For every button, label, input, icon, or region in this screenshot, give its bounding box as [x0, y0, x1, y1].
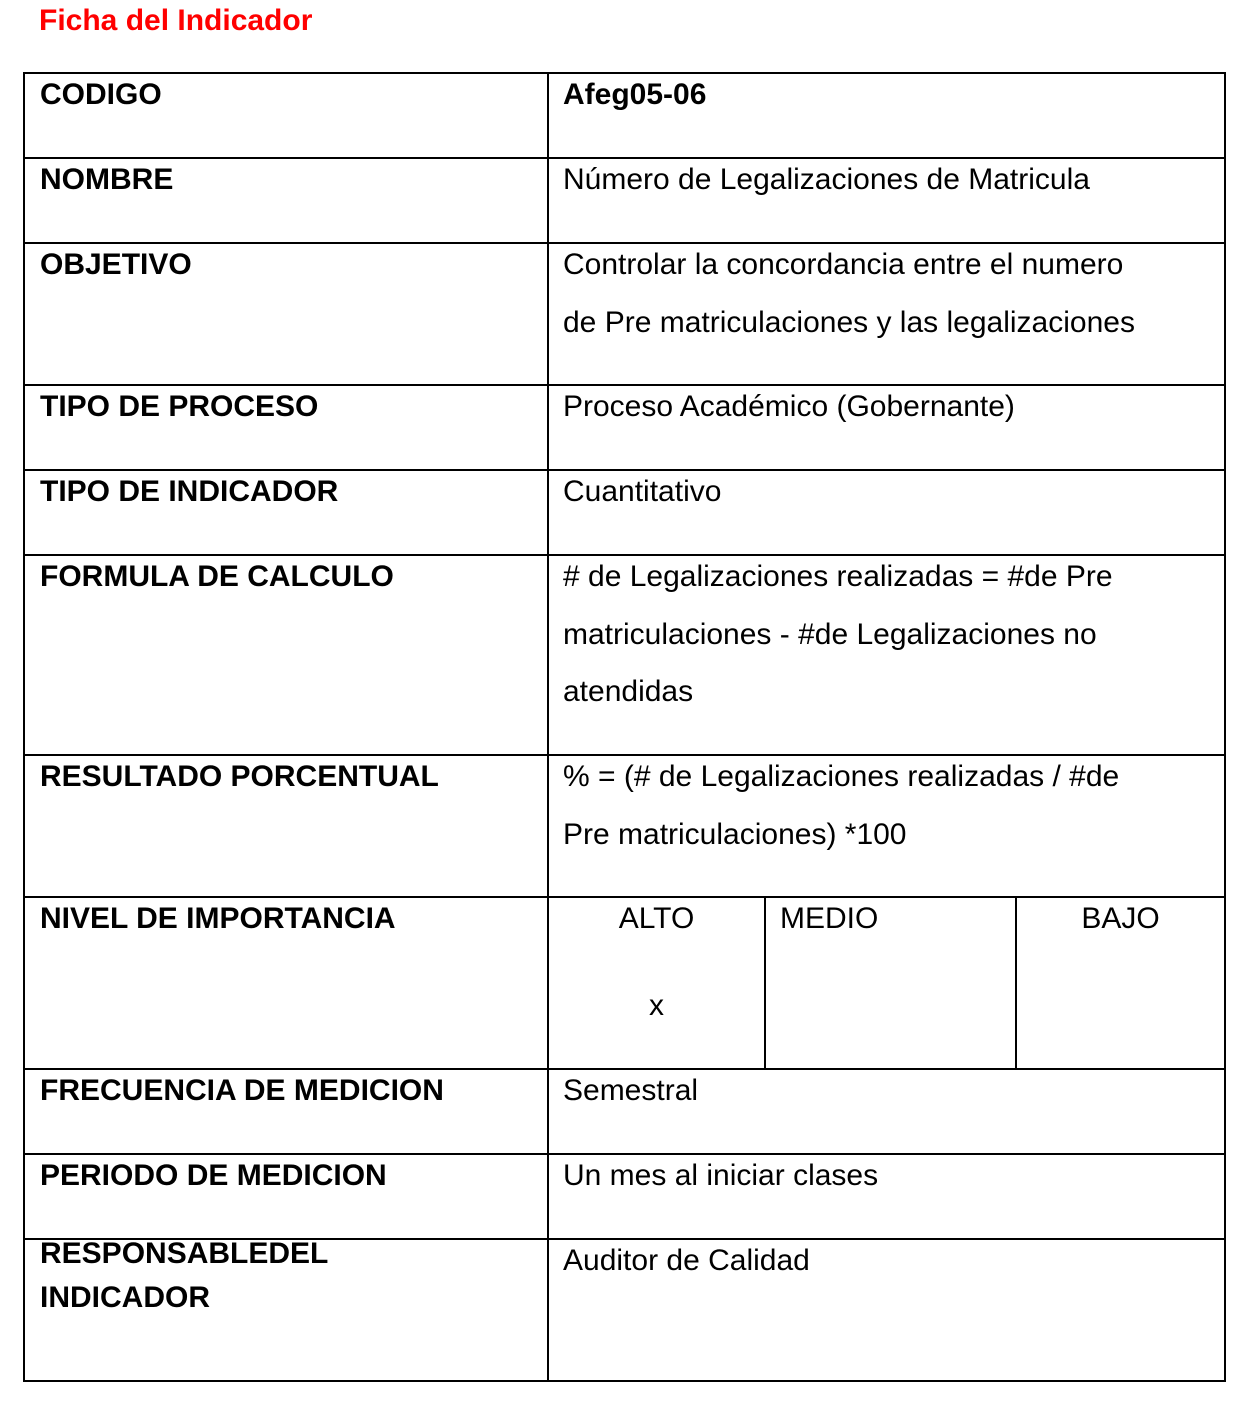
label-nivel-importancia: NIVEL DE IMPORTANCIA: [24, 897, 548, 1069]
value-objetivo: [548, 243, 1225, 385]
formula-line-3: atendidas: [563, 675, 694, 708]
label-tipo-proceso: TIPO DE PROCESO: [24, 385, 548, 470]
label-formula: FORMULA DE CALCULO: [24, 555, 548, 755]
nivel-medio-cell: [765, 898, 1016, 1068]
nivel-alto-cell: [549, 898, 765, 1068]
row-nombre: [24, 158, 1225, 243]
row-objetivo: [24, 243, 1225, 385]
responsable-label-line-2: INDICADOR: [40, 1281, 210, 1314]
page-title: Ficha del Indicador: [39, 4, 313, 37]
row-tipo-indicador: [24, 470, 1225, 555]
label-codigo: CODIGO: [24, 73, 548, 158]
label-objetivo: OBJETIVO: [24, 243, 548, 385]
resultado-line-1: % = (# de Legalizaciones realizadas / #de: [563, 760, 1120, 793]
nivel-alto-mark: x: [649, 988, 664, 1022]
label-responsable: [24, 1239, 548, 1381]
label-tipo-indicador: TIPO DE INDICADOR: [24, 470, 548, 555]
nivel-bajo-cell: [1016, 898, 1224, 1068]
row-formula: [24, 555, 1225, 755]
value-nivel-importancia: [548, 897, 1225, 1069]
nivel-subtable: [549, 898, 1224, 1068]
indicator-sheet-table: [23, 72, 1226, 1382]
row-resultado: [24, 755, 1225, 897]
row-responsable: [24, 1239, 1225, 1381]
row-periodo: [24, 1154, 1225, 1239]
label-frecuencia: FRECUENCIA DE MEDICION: [24, 1069, 548, 1154]
value-frecuencia: Semestral: [548, 1069, 1225, 1154]
nivel-medio-label: MEDIO: [780, 902, 879, 935]
formula-line-2: matriculaciones - #de Legalizaciones no: [563, 617, 1097, 651]
value-formula: [548, 555, 1225, 755]
value-resultado: [548, 755, 1225, 897]
row-tipo-proceso: [24, 385, 1225, 470]
row-frecuencia: [24, 1069, 1225, 1154]
label-periodo: PERIODO DE MEDICION: [24, 1154, 548, 1239]
resultado-line-2: Pre matriculaciones) *100: [563, 817, 907, 851]
row-nivel-importancia: [24, 897, 1225, 1069]
value-responsable: Auditor de Calidad: [548, 1239, 1225, 1381]
label-nombre: NOMBRE: [24, 158, 548, 243]
value-nombre: Número de Legalizaciones de Matricula: [548, 158, 1225, 243]
value-tipo-indicador: Cuantitativo: [548, 470, 1225, 555]
formula-line-1: # de Legalizaciones realizadas = #de Pre: [563, 560, 1113, 593]
responsable-label-line-1: RESPONSABLEDEL: [40, 1237, 329, 1270]
value-periodo: Un mes al iniciar clases: [548, 1154, 1225, 1239]
objetivo-line-1: Controlar la concordancia entre el numero: [563, 248, 1124, 281]
value-tipo-proceso: Proceso Académico (Gobernante): [548, 385, 1225, 470]
nivel-alto-label: ALTO: [618, 902, 695, 935]
nivel-bajo-label: BAJO: [1081, 902, 1160, 935]
row-codigo: [24, 73, 1225, 158]
value-codigo: Afeg05-06: [548, 73, 1225, 158]
objetivo-line-2: de Pre matriculaciones y las legalizaciones: [563, 305, 1135, 339]
label-resultado: RESULTADO PORCENTUAL: [24, 755, 548, 897]
